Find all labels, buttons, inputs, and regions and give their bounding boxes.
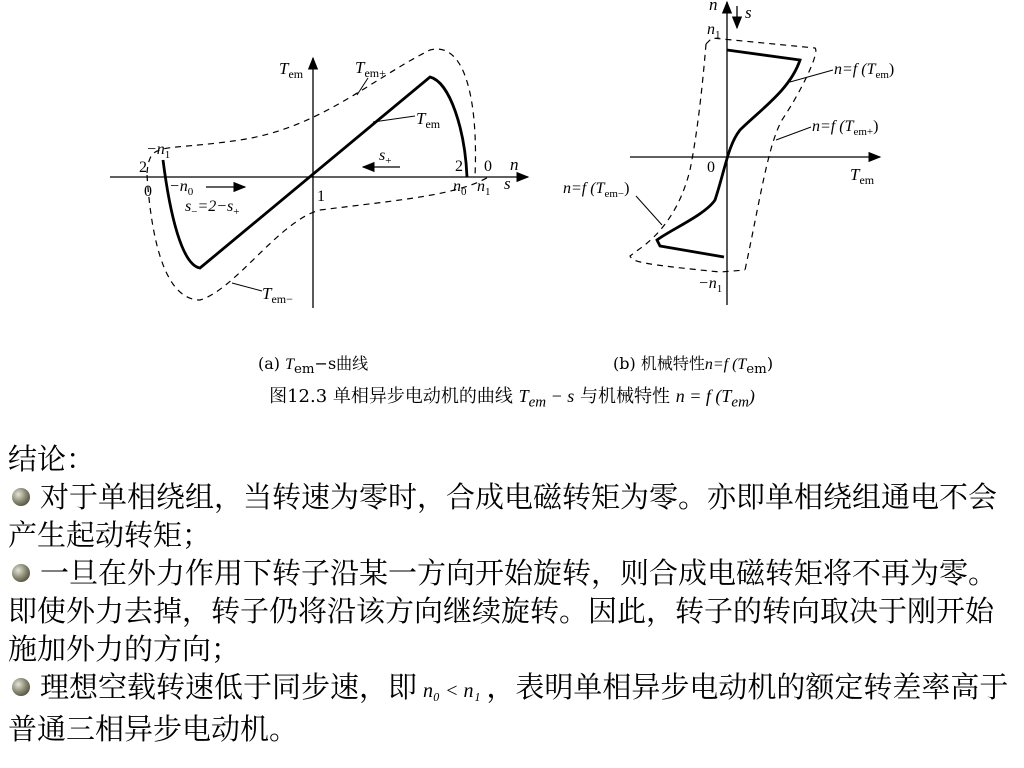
chart-b-nf-tem-plus: n=f $(T_{em+})$ (812, 118, 879, 138)
bullet-dot-icon (12, 678, 30, 696)
caption-middle: 与机械特性 (580, 386, 676, 407)
caption-text: 图12.3 单相异步电动机的曲线 (269, 386, 513, 407)
sub-caption-b-em: em (746, 362, 767, 378)
chart-a-y-label: $T_{em}$ (279, 59, 304, 81)
chart-a-leader-tem-minus (232, 283, 262, 291)
sub-caption-b-prefix: (b) 机械特性 (613, 354, 705, 373)
conclusion-title: 结论： (8, 442, 96, 476)
chart-a-right-0: 0 (484, 158, 492, 175)
sub-caption-b-close: ) (766, 354, 774, 373)
chart-a-tem-curve (163, 77, 467, 268)
chart-b-leader-nf-minus (636, 196, 662, 225)
chart-a-tem-minus-label: $T_{em-}$ (262, 284, 293, 306)
chart-a-tem-label: $T_{em}$ (416, 109, 441, 131)
chart-a-axis-n: n (510, 155, 519, 174)
bullet-3-text-post: ，表明单相异步电动机的额定转差率高于普通三相异步电动机。 (8, 670, 1009, 746)
conclusion-bullet-3 (8, 668, 1018, 748)
chart-a-left-0: 0 (144, 183, 152, 200)
chart-a-axis-s: s (504, 174, 511, 193)
caption-formula-2: n = f $(T_{em})$ (675, 386, 755, 411)
chart-b-zero: 0 (707, 159, 715, 176)
chart-a-center-1: 1 (317, 188, 325, 205)
chart-a-tem-plus-label: $T_{em+}$ (355, 58, 386, 80)
chart-b-nf-tem: n=f $(T_{em})$ (834, 61, 895, 81)
conclusion-bullet-2 (8, 554, 1018, 668)
sub-caption-a-em: em (294, 362, 315, 378)
sub-caption-a-t: T (285, 356, 295, 373)
chart-a-right-2: 2 (455, 158, 463, 175)
chart-b-s-axis: s (745, 3, 752, 22)
conclusion-section (8, 440, 1018, 748)
chart-a-tem-plus-curve (147, 49, 475, 176)
chart-b-main-curve (657, 50, 800, 257)
chart-a-left-2: 2 (139, 159, 147, 176)
chart-b (563, 0, 894, 305)
chart-b-n1: $n_1$ (707, 21, 721, 41)
chart-b-tem-axis: $T_{em}$ (850, 165, 875, 187)
bullet-3-formula: n₀ < n₁ (423, 680, 481, 702)
chart-a (110, 49, 528, 308)
chart-b-n-axis: n (709, 0, 718, 14)
chart-a-s-minus-eq: $s_-=2-s_+$ (185, 198, 240, 218)
bullet-2-text: 一旦在外力作用下转子沿某一方向开始旋转，则合成电磁转矩将不再为零。即使外力去掉，转子仍将沿该方向继续旋转。因此，转子的转向取决于刚开始施加外力的方向； (8, 556, 998, 666)
figure-caption (0, 382, 1024, 412)
chart-a-leader-tem-plus (357, 78, 368, 95)
chart-b-dashed-upper (706, 38, 816, 270)
bullet-1-text: 对于单相绕组，当转速为零时，合成电磁转矩为零。亦即单相绕组通电不会产生起动转矩； (8, 480, 998, 552)
chart-b-leader-nf (790, 70, 833, 82)
chart-b-nf-tem-minus: n=f $(T_{em-})$ (563, 180, 630, 200)
caption-formula-1: $T_{em} - s$ (518, 386, 575, 411)
bullet-3-text-pre: 理想空载转速低于同步速，即 (40, 670, 418, 704)
bullet-dot-icon (12, 564, 30, 582)
chart-a-neg-n1: $-n_1$ (146, 141, 171, 161)
chart-a-s-plus: $s_+$ (379, 147, 392, 167)
chart-b-neg-n1: $-n_1$ (698, 275, 723, 295)
chart-b-leader-nf-plus (776, 127, 811, 140)
chart-a-n1: $n_1$ (477, 178, 491, 198)
sub-caption-a (258, 351, 368, 377)
chart-a-n0: $n_0$ (453, 178, 467, 198)
bullet-dot-icon (12, 488, 30, 506)
sub-caption-b (613, 351, 773, 377)
sub-caption-a-prefix: (a) (258, 354, 286, 373)
chart-a-neg-n0: $-n_0$ (169, 178, 194, 198)
sub-caption-b-formula: n=f (T (704, 356, 747, 373)
sub-caption-a-rest: −s曲线 (314, 354, 369, 373)
conclusion-bullet-1 (8, 478, 1018, 554)
